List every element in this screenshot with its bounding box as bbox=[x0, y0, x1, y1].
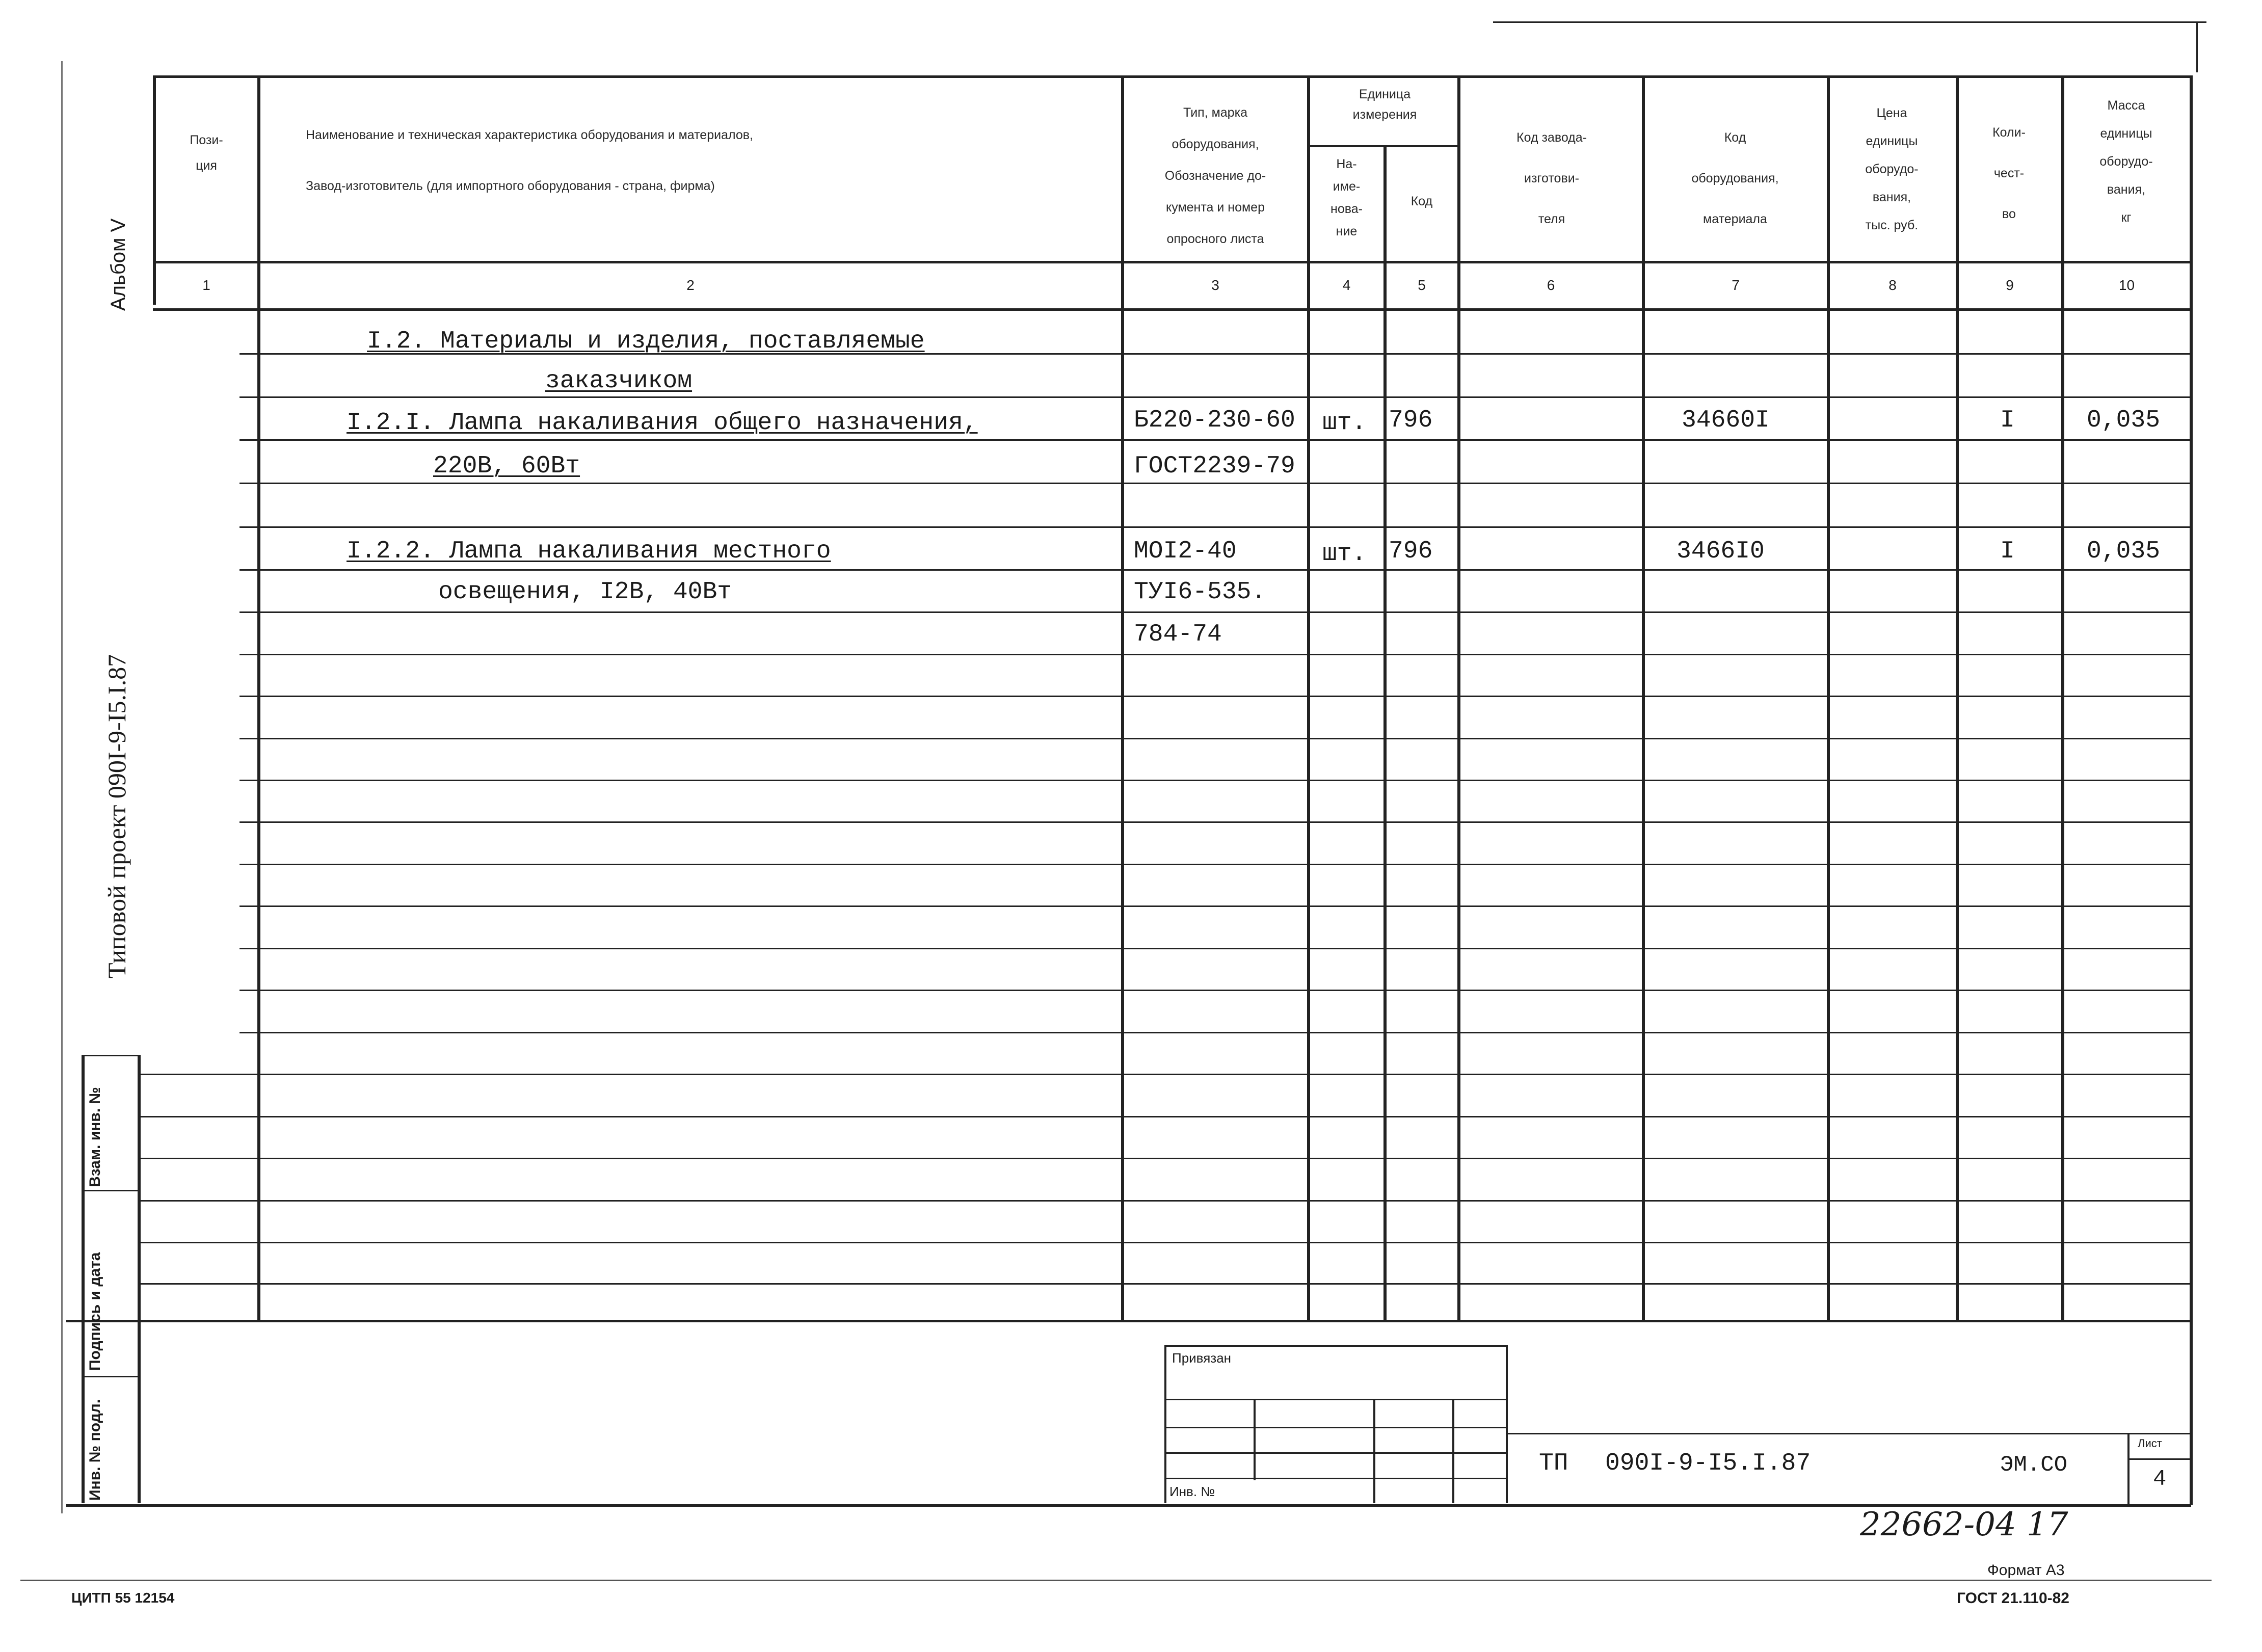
item2-quantity: I bbox=[2000, 538, 2015, 565]
doc-code: 090I-9-I5.I.87 bbox=[1605, 1450, 1811, 1477]
sheet-number: 4 bbox=[2153, 1467, 2167, 1492]
header-plant-code: Код завода- изготови- теля bbox=[1516, 130, 1587, 226]
column-number: 6 bbox=[1547, 277, 1555, 293]
header-unit-group: Единица измерения bbox=[1352, 87, 1417, 122]
header-mass: Масса единицы оборудо- вания, кг bbox=[2099, 98, 2153, 225]
handwritten-number: 22662-04 17 bbox=[1860, 1506, 2068, 1543]
item2-standard-line2: 784-74 bbox=[1134, 621, 1222, 648]
header-type: Тип, марка оборудования, Обозначение до- кумента и номер опросного листа bbox=[1164, 105, 1266, 246]
left-print-mark: ЦИТП 55 12154 bbox=[71, 1590, 175, 1606]
column-number: 10 bbox=[2118, 277, 2135, 293]
column-number: 3 bbox=[1211, 277, 1219, 293]
header-position: Пози- ция bbox=[190, 133, 223, 173]
item1-name-line1: I.2.I. Лампа накаливания общего назначения, bbox=[347, 409, 978, 437]
header-name-line2: Завод-изготовитель (для импортного оборудования - страна, фирма) bbox=[306, 179, 715, 193]
item2-mass: 0,035 bbox=[2087, 538, 2161, 565]
original-inv-label: Инв. № подл. bbox=[87, 1399, 103, 1501]
column-number: 9 bbox=[2006, 277, 2014, 293]
item2-unit-code: 796 bbox=[1389, 538, 1433, 565]
header-name-line1: Наименование и техническая характеристика оборудования и материалов, bbox=[306, 128, 753, 142]
item2-equipment-code: 3466I0 bbox=[1676, 538, 1765, 565]
header-price: Цена единицы оборудо- вания, тыс. руб. bbox=[1865, 106, 1919, 232]
item2-name-line1: I.2.2. Лампа накаливания местного bbox=[347, 538, 831, 565]
item1-name-line2: 220В, 60Вт bbox=[433, 452, 580, 480]
section-title-line2: заказчиком bbox=[545, 367, 693, 395]
column-number: 4 bbox=[1342, 277, 1351, 293]
signature-date-label: Подпись и дата bbox=[87, 1252, 103, 1371]
doc-prefix: ТП bbox=[1539, 1450, 1568, 1477]
item1-type: Б220-230-60 bbox=[1134, 407, 1295, 434]
item1-unit: шт. bbox=[1322, 409, 1367, 437]
section-title-line1: I.2. Материалы и изделия, поставляемые bbox=[367, 328, 925, 355]
item2-unit: шт. bbox=[1322, 540, 1367, 568]
item1-quantity: I bbox=[2000, 407, 2015, 434]
item2-standard-line1: ТУI6-535. bbox=[1134, 578, 1266, 606]
item1-standard: ГОСТ2239-79 bbox=[1134, 452, 1295, 480]
column-number: 8 bbox=[1888, 277, 1897, 293]
item1-mass: 0,035 bbox=[2087, 407, 2161, 434]
item1-unit-code: 796 bbox=[1389, 407, 1433, 434]
format-label: Формат А3 bbox=[1987, 1562, 2065, 1579]
column-number: 5 bbox=[1418, 277, 1426, 293]
header-unit-code: Код bbox=[1411, 194, 1433, 208]
column-number: 2 bbox=[686, 277, 695, 293]
header-equipment-code: Код оборудования, материала bbox=[1691, 130, 1779, 226]
column-number: 7 bbox=[1732, 277, 1740, 293]
sheet-label: Лист bbox=[2138, 1437, 2162, 1450]
replace-inv-label: Взам. инв. № bbox=[87, 1087, 103, 1187]
item2-type: МОI2-40 bbox=[1134, 538, 1237, 565]
project-label: Типовой проект 090I-9-I5.I.87 bbox=[102, 654, 131, 978]
item2-name-line2: освещения, I2В, 40Вт bbox=[438, 578, 732, 606]
column-number: 1 bbox=[202, 277, 210, 293]
stamp-attached-label: Привязан bbox=[1172, 1350, 1232, 1366]
header-unit-name: На- име- нова- ние bbox=[1330, 157, 1363, 238]
item1-equipment-code: 34660I bbox=[1682, 407, 1770, 434]
album-label: Альбом V bbox=[107, 218, 129, 311]
header-quantity: Коли- чест- во bbox=[1992, 125, 2026, 221]
doc-suffix: ЭМ.СО bbox=[2000, 1452, 2068, 1478]
gost-label: ГОСТ 21.110-82 bbox=[1957, 1590, 2069, 1607]
stamp-inv-label: Инв. № bbox=[1169, 1484, 1215, 1499]
